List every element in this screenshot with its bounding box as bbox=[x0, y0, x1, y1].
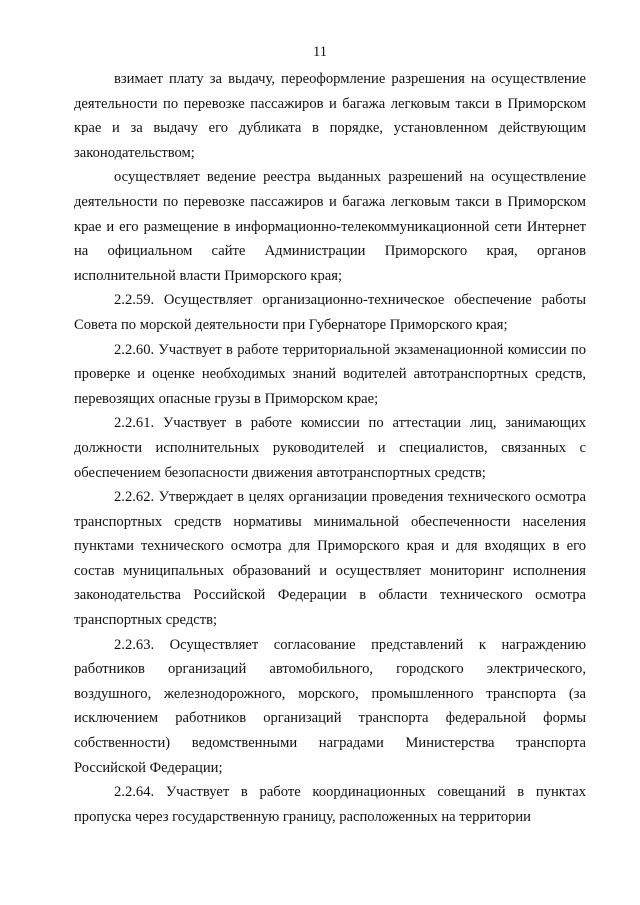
paragraph-2-2-63: 2.2.63. Осуществляет согласование представлений к награждению работников организаций автомобильного, городского электрического, воздушного, железнодорожного, морского, промышленного транспорта (за исключением работников организаций транспорта федеральной формы собственности) ведомственными наградами Министерства транспорта Российской Федерации; bbox=[74, 636, 586, 776]
paragraph-2-2-59: 2.2.59. Осуществляет организационно-техническое обеспечение работы Совета по морской деятельности при Губернаторе Приморского края; bbox=[74, 292, 586, 333]
paragraph-2-2-60: 2.2.60. Участвует в работе территориальной экзаменационной комиссии по проверке и оценке необходимых знаний водителей автотранспортных средств, перевозящих опасные грузы в Приморском крае; bbox=[74, 341, 586, 407]
paragraph-2-2-61: 2.2.61. Участвует в работе комиссии по аттестации лиц, занимающих должности исполнительных руководителей и специалистов, связанных с обеспечением безопасности движения автотранспортных средств; bbox=[74, 415, 586, 481]
paragraph-permit-registry: осуществляет ведение реестра выданных разрешений на осуществление деятельности по перевозке пассажиров и багажа легковым такси в Приморском крае и его размещение в информационно-телекоммуникационной сети Интернет на официальном сайте Администрации Приморского края, органов исполнительной власти Приморского края; bbox=[74, 169, 586, 284]
paragraph-fee-for-permit: взимает плату за выдачу, переоформление разрешения на осуществление деятельности по перевозке пассажиров и багажа легковым такси в Приморском крае и за выдачу его дубликата в порядке, установленном действующим законодательством; bbox=[74, 71, 586, 161]
page-number: 11 bbox=[313, 44, 327, 60]
paragraph-2-2-64: 2.2.64. Участвует в работе координационных совещаний в пунктах пропуска через государственную границу, расположенных на территории bbox=[74, 784, 586, 825]
paragraph-2-2-62: 2.2.62. Утверждает в целях организации проведения технического осмотра транспортных средств нормативы минимальной обеспеченности населения пунктами технического осмотра для Приморского края и для входящих в его состав муниципальных образований и осуществляет мониторинг исполнения законодательства Российской Федерации в области технического осмотра транспортных средств; bbox=[74, 489, 586, 629]
document-body bbox=[74, 67, 586, 829]
